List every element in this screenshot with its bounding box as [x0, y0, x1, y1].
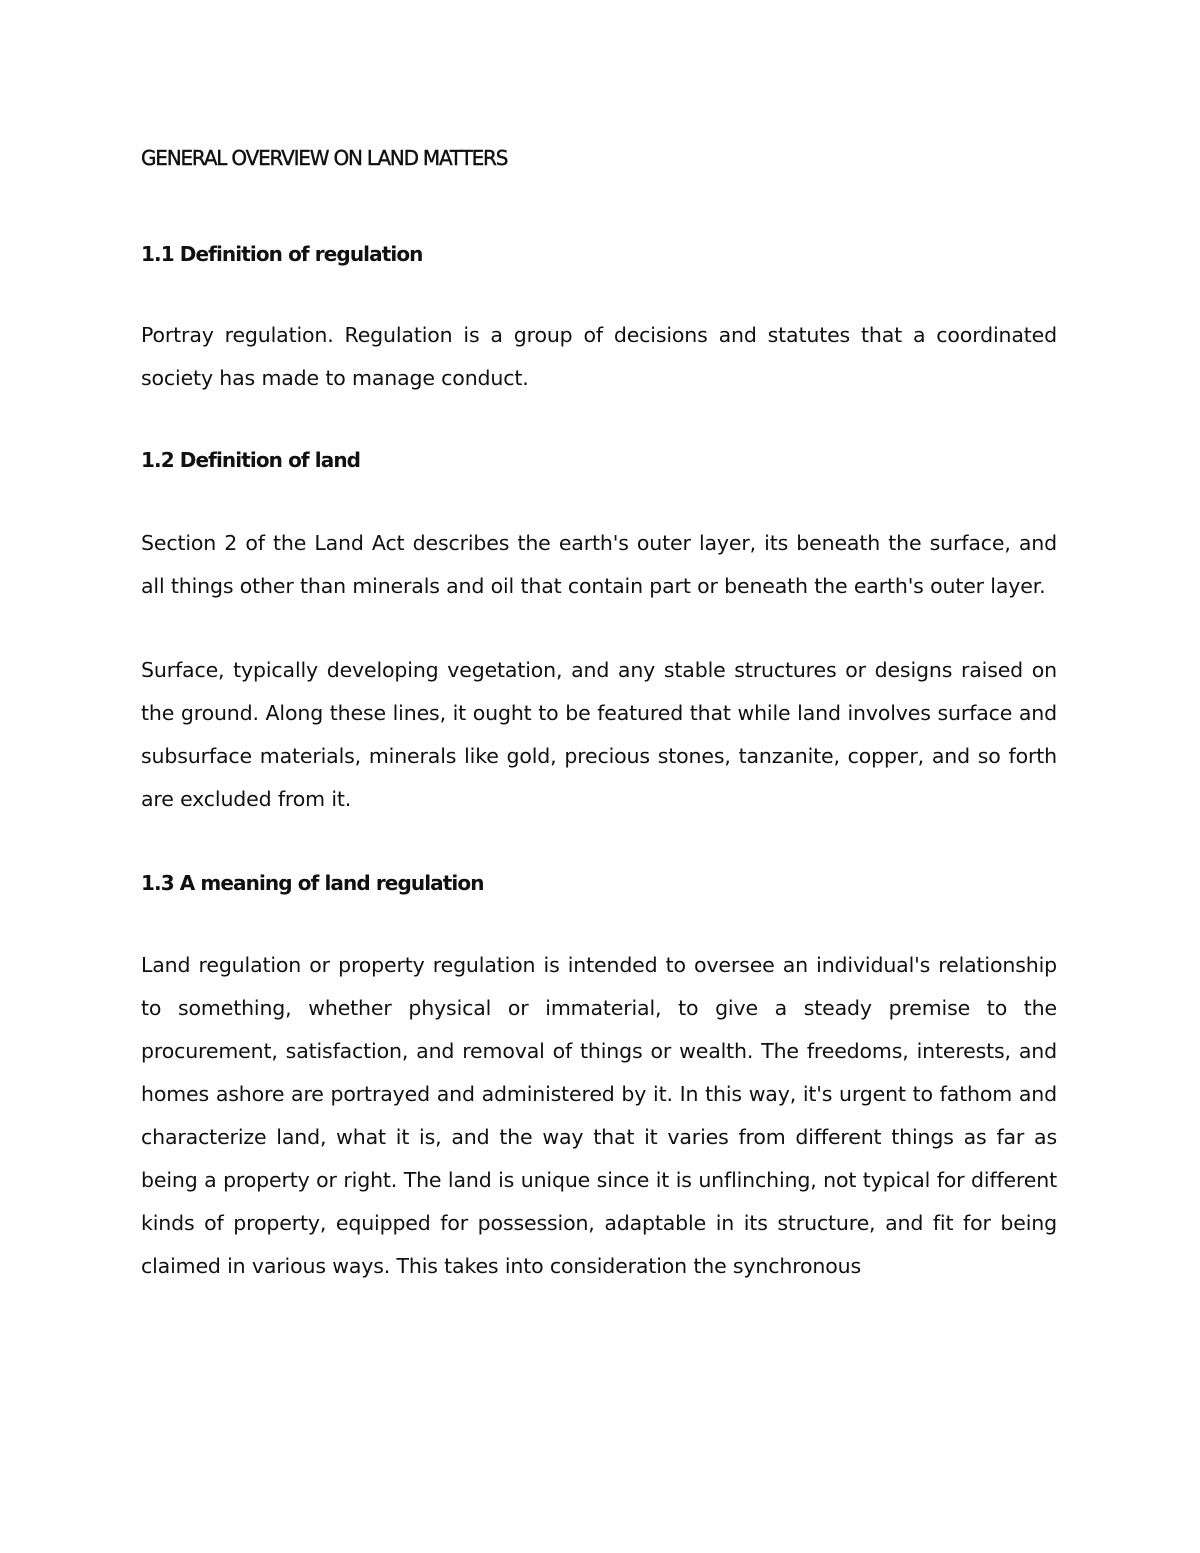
- section-heading-meaning-of-land-regulation: 1.3 A meaning of land regulation: [141, 871, 484, 895]
- document-page: [141, 138, 1057, 1288]
- document-title: GENERAL OVERVIEW ON LAND MATTERS: [141, 146, 508, 170]
- section-heading-definition-of-land: 1.2 Definition of land: [141, 448, 361, 472]
- paragraph-land-act: Section 2 of the Land Act describes the earth's outer layer, its beneath the surface, and all things other than minerals and oil that contain part or beneath the earth's outer layer.: [141, 531, 1057, 598]
- section-heading-definition-of-regulation: 1.1 Definition of regulation: [141, 242, 423, 266]
- paragraph-land-regulation: Land regulation or property regulation is intended to oversee an individual's relationship to something, whether physical or immaterial, to give a steady premise to the procurement, satisfaction, and removal of things or wealth. The freedoms, interests, and homes ashore are portrayed and administered by it. In this way, it's urgent to fathom and characterize land, what it is, and the way that it varies from different things as far as being a property or right. The land is unique since it is unflinching, not typical for different kinds of property, equipped for possession, adaptable in its structure, and fit for being claimed in various ways. This takes into consideration the synchronous: [141, 953, 1057, 1278]
- paragraph-surface: Surface, typically developing vegetation, and any stable structures or designs raised on the ground. Along these lines, it ought to be featured that while land involves surface and subsurface materials, minerals like gold, precious stones, tanzanite, copper, and so forth are excluded from it.: [141, 658, 1057, 811]
- paragraph-regulation-definition: Portray regulation. Regulation is a group of decisions and statutes that a coordinated society has made to manage conduct.: [141, 323, 1057, 390]
